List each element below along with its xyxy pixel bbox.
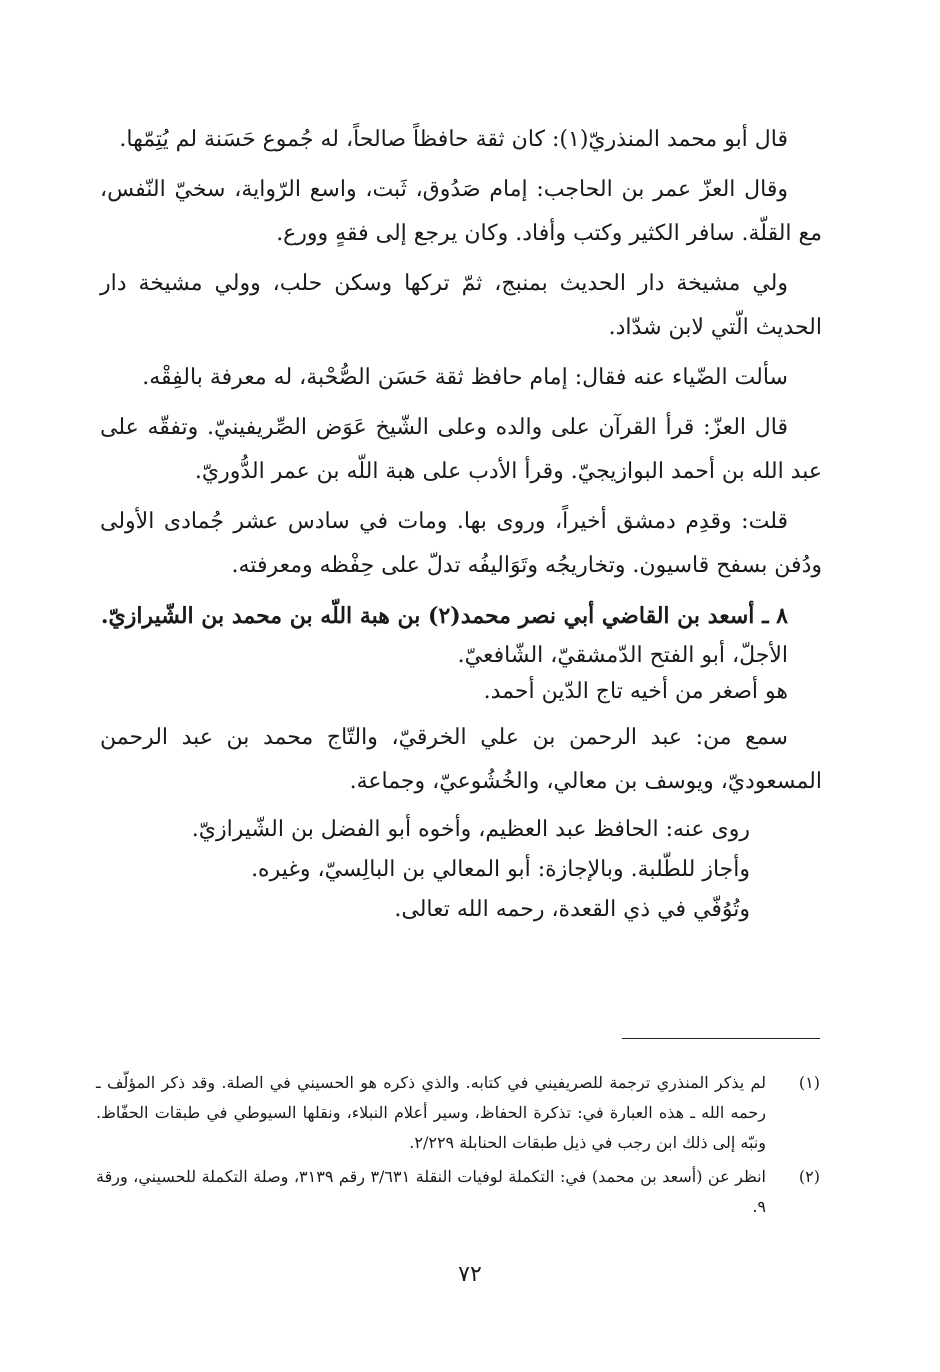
footnote-text: انظر عن (أسعد بن محمد) في: التكملة لوفيات النقلة ٣/٦٣١ رقم ٣١٣٩، وصلة التكملة للحسيني، ورقة ٩.: [96, 1167, 766, 1216]
footnote-number: (١): [798, 1073, 820, 1092]
main-text: [100, 118, 822, 930]
footnote-1: [96, 1068, 820, 1158]
biography-brother-note: هو أصغر من أخيه تاج الدّين أحمد.: [483, 679, 788, 704]
paragraph-quran: قال العزّ: قرأ القرآن على والده وعلى الشّيخ عَوَض الصِّريفينيّ. وتفقّه على عبد الله بن أحمد البوازيجيّ. وقرأ الأدب على هبة اللّه بن عمر الدُّوريّ.: [100, 415, 822, 484]
paragraph-izz: وقال العزّ عمر بن الحاجب: إمام صَدُوق، ثَبت، واسع الرّواية، سخيّ النّفس، مع القلّة. سافر الكثير وكتب وأفاد. وكان يرجع إلى فقهٍ وورع.: [100, 177, 822, 246]
footnote-number: (٢): [798, 1167, 820, 1186]
page-number: ٧٢: [458, 1262, 482, 1287]
line-students: روى عنه: الحافظ عبد العظيم، وأخوه أبو الفضل بن الشّيرازيّ.: [191, 817, 750, 842]
paragraph-mashyakha: ولي مشيخة دار الحديث بمنبج، ثمّ تركها وسكن حلب، وولي مشيخة دار الحديث الّتي لابن شدّاد.: [100, 271, 822, 340]
footnote-text: لم يذكر المنذري ترجمة للصريفيني في كتابه. والذي ذكره هو الحسيني في الصلة. وقد ذكر المؤلّف ـ رحمه الله ـ هذه العبارة في: تذكرة الحفاظ، وسير أعلام النبلاء، ونقلها السيوطي في طبقات الحفّاظ. ونبّه إلى ذلك ابن رجب في ذيل طبقات الحنابلة ٢/٢٢٩.: [96, 1073, 767, 1152]
footnote-separator: [622, 1038, 820, 1039]
line-ijaza: وأجاز للطّلبة. وبالإجازة: أبو المعالي بن البالِسيّ، وغيره.: [251, 857, 750, 882]
footnote-2: [96, 1162, 820, 1222]
footnotes: [96, 1068, 820, 1226]
paragraph-qultu: قلت: وقدِم دمشق أخيراً، وروى بها. ومات في سادس عشر جُمادى الأولى ودُفن بسفح قاسيون. وتخاريجُه وتَوَاليفُه تدلّ على حِفْظه ومعرفته.: [100, 509, 822, 578]
biography-entry-heading: ٨ ـ أسعد بن القاضي أبي نصر محمد(٢) بن هبة اللّه بن محمد بن الشّيرازيّ.: [100, 603, 788, 629]
paragraph-mundhiri: قال أبو محمد المنذريّ(١): كان ثقة حافظاً صالحاً، له جُموع حَسَنة لم يُتِمّها.: [119, 127, 788, 152]
line-death: وتُوُفّي في ذي القعدة، رحمه الله تعالى.: [394, 897, 750, 922]
paragraph-diya: سألت الضّياء عنه فقال: إمام حافظ ثقة حَسَن الصُّحْبة، له معرفة بالفِقْه.: [142, 365, 788, 390]
biography-nisba: الأجلّ، أبو الفتح الدّمشقيّ، الشّافعيّ.: [457, 643, 788, 668]
paragraph-teachers: سمع من: عبد الرحمن بن علي الخرقيّ، والتّاج محمد بن عبد الرحمن المسعوديّ، ويوسف بن معالي، والخُشُوعيّ، وجماعة.: [100, 725, 822, 794]
